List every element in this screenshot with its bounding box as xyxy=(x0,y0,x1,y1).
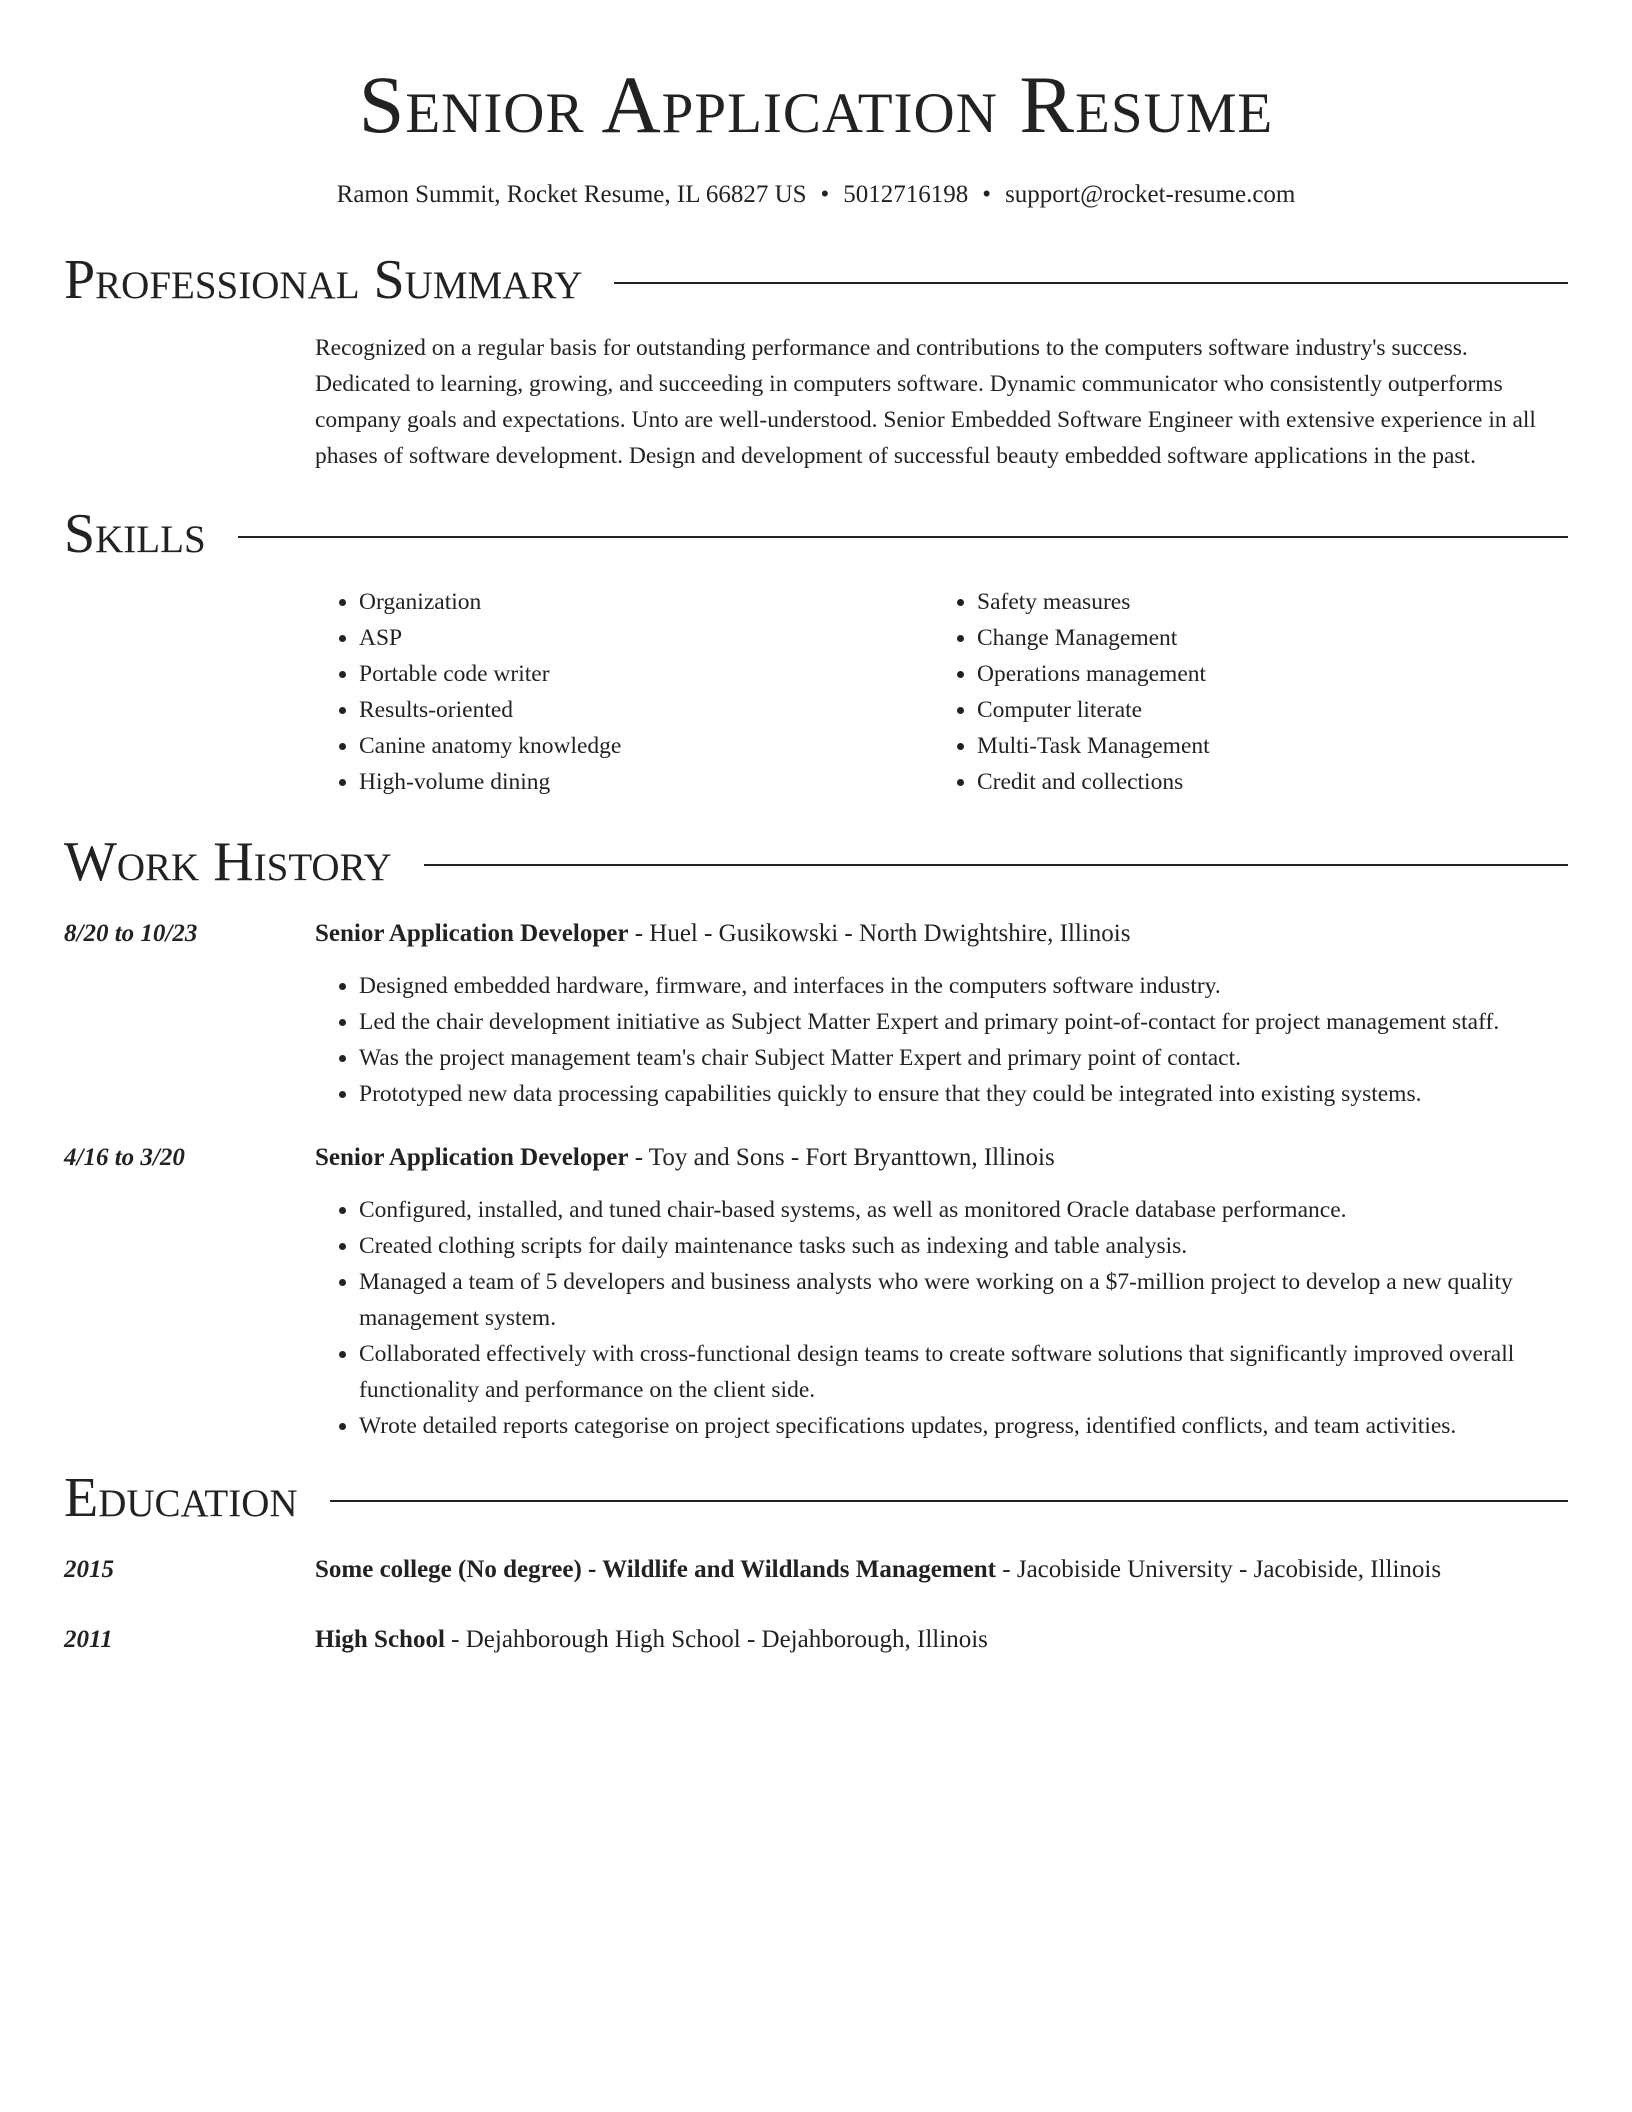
education-entry xyxy=(64,1552,1568,1588)
education-entry xyxy=(64,1622,1568,1658)
resume-title: Senior Application Resume xyxy=(358,59,1274,150)
summary-heading: Professional Summary xyxy=(64,249,583,311)
skill-item: • Results-oriented xyxy=(359,692,933,728)
skills-section-header xyxy=(64,502,1568,566)
contact-phone: 5012716198 xyxy=(843,181,969,208)
summary-section-header xyxy=(64,248,1568,312)
summary-text: Recognized on a regular basis for outstanding performance and contributions to the computers software industry's success. Dedicated to learning, growing, and succeeding in computers software. Dynamic communicator who consistently outperforms company goals and expectations. Unto are well-understood. Senior Embedded Software Engineer with extensive experience in all phases of software development. Design and development of successful beauty embedded software applications in the past. xyxy=(315,335,1536,469)
job-details: - Huel - Gusikowski - North Dwightshire, Illinois xyxy=(628,920,1131,947)
skill-item: • Safety measures xyxy=(977,584,1210,620)
contact-line xyxy=(64,180,1568,210)
education-year: 2011 xyxy=(64,1626,113,1653)
education-details: - Dejahborough High School - Dejahborough, Illinois xyxy=(444,1626,988,1653)
skills-heading: Skills xyxy=(64,503,206,565)
job-bullet: • Created clothing scripts for daily maintenance tasks such as indexing and table analysis. xyxy=(359,1228,1568,1264)
job-bullet: • Managed a team of 5 developers and business analysts who were working on a $7-million project to develop a new quality management system. xyxy=(359,1264,1568,1336)
job-entry xyxy=(64,916,1568,1112)
education-details: - Jacobiside University - Jacobiside, Illinois xyxy=(996,1556,1442,1583)
skill-item: • Change Management xyxy=(977,620,1210,656)
job-bullets xyxy=(315,968,1568,1112)
skill-item: • Computer literate xyxy=(977,692,1210,728)
job-bullet: • Wrote detailed reports categorise on project specifications updates, progress, identified conflicts, and team activities. xyxy=(359,1408,1568,1444)
skill-item: • High-volume dining xyxy=(359,764,933,800)
education-heading-line xyxy=(315,1552,1568,1588)
work-section-header xyxy=(64,830,1568,894)
contact-address: Ramon Summit, Rocket Resume, IL 66827 US xyxy=(336,181,807,208)
job-bullet: • Led the chair development initiative as Subject Matter Expert and primary point-of-contact for project management staff. xyxy=(359,1004,1568,1040)
skills-column-2 xyxy=(933,584,1210,800)
education-section-header xyxy=(64,1466,1568,1530)
job-details: - Toy and Sons - Fort Bryanttown, Illinois xyxy=(628,1144,1055,1171)
skills-list xyxy=(315,584,1568,800)
job-dates: 8/20 to 10/23 xyxy=(64,920,198,947)
job-bullet: • Configured, installed, and tuned chair-based systems, as well as monitored Oracle database performance. xyxy=(359,1192,1568,1228)
skill-item: • Canine anatomy knowledge xyxy=(359,728,933,764)
job-bullet: • Was the project management team's chair Subject Matter Expert and primary point of contact. xyxy=(359,1040,1568,1076)
section-divider xyxy=(424,864,1568,866)
contact-separator: • xyxy=(982,181,992,208)
job-heading xyxy=(315,916,1568,952)
job-body xyxy=(315,916,1568,1112)
section-divider xyxy=(614,282,1568,284)
education-degree: Some college (No degree) - Wildlife and Wildlands Management xyxy=(315,1556,997,1583)
job-dates: 4/16 to 3/20 xyxy=(64,1144,185,1171)
contact-separator: • xyxy=(820,181,830,208)
job-entry xyxy=(64,1140,1568,1444)
job-heading xyxy=(315,1140,1568,1176)
job-bullet: • Collaborated effectively with cross-functional design teams to create software solutions that significantly improved overall functionality and performance on the client side. xyxy=(359,1336,1568,1408)
education-degree: High School xyxy=(315,1626,445,1653)
education-body xyxy=(315,1622,1568,1658)
skills-column-1 xyxy=(315,584,933,800)
skill-item: • Organization xyxy=(359,584,933,620)
contact-email: support@rocket-resume.com xyxy=(1005,181,1296,208)
education-heading-line xyxy=(315,1622,1568,1658)
education-year: 2015 xyxy=(64,1556,114,1583)
job-body xyxy=(315,1140,1568,1444)
section-divider xyxy=(238,536,1568,538)
job-bullets xyxy=(315,1192,1568,1444)
skill-item: • Operations management xyxy=(977,656,1210,692)
job-bullet: • Prototyped new data processing capabilities quickly to ensure that they could be integrated into existing systems. xyxy=(359,1076,1568,1112)
skill-item: • Credit and collections xyxy=(977,764,1210,800)
section-divider xyxy=(330,1500,1568,1502)
education-heading: Education xyxy=(64,1467,298,1529)
education-body xyxy=(315,1552,1568,1588)
job-title: Senior Application Developer xyxy=(315,920,629,947)
skill-item: • ASP xyxy=(359,620,933,656)
job-title: Senior Application Developer xyxy=(315,1144,629,1171)
skill-item: • Portable code writer xyxy=(359,656,933,692)
skill-item: • Multi-Task Management xyxy=(977,728,1210,764)
work-heading: Work History xyxy=(64,831,392,893)
job-bullet: • Designed embedded hardware, firmware, and interfaces in the computers software industry. xyxy=(359,968,1568,1004)
education-list xyxy=(64,1552,1568,1658)
